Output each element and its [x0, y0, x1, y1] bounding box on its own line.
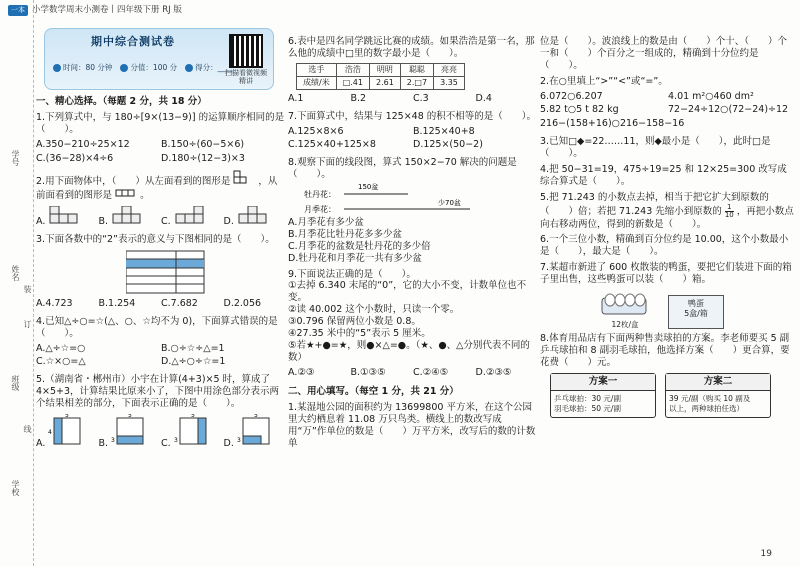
qr-label: 扫描看微视频精讲 [225, 69, 267, 85]
score-table [296, 63, 465, 90]
seal-word-2: 订 [23, 320, 32, 328]
svg-text:3: 3 [236, 436, 241, 444]
label-rose: 月季花： [304, 205, 336, 214]
compare-item[interactable]: 5.82 t○5 t 82 kg [540, 104, 619, 116]
brand-badge: 一本 [8, 5, 28, 16]
plan-two-line: 39 元/副（购买 10 副及 [669, 393, 751, 403]
table-header: 浩浩 [336, 63, 369, 76]
q3-option-a[interactable]: A.4.723 [36, 297, 73, 309]
q9-item-5: ⑤若★+●=★，则●×△=●。（★、●、△分别代表不同的数） [288, 339, 530, 363]
segment-less-70: 少70盆 [438, 199, 461, 207]
plan-one-line: 乒乓球拍：30 元/副 [554, 393, 621, 403]
q5-option-c[interactable]: C. 5 3 [161, 414, 224, 450]
q9-item-4: ④27.35 米中的“5”表示 5 厘米。 [288, 327, 431, 339]
q6-option-b[interactable]: B.2 [350, 92, 367, 104]
q5-option-d[interactable]: D. 5 3 [224, 414, 287, 450]
q9-item-3: ③0.796 保留两位小数是 0.8。 [288, 316, 421, 327]
question-5: 5.（湖南省・郴州市）小宇在计算(4+3)×5 时，算成了 4×5+3，计算结果比原来小了，下图中用涂色部分表示两个结果相差的部分，下面表示正确的是（ ）。 A. 5 4 B. 5 3 C. 5 3 D. 5 3 [36, 374, 286, 452]
cube-stack-a-icon [48, 206, 88, 224]
egg-tray-icon [600, 290, 650, 316]
question-3: 3.下面各数中的“2”表示的意义与下图相同的是（ ）。 A.4.723 B.1.254 C.7.682 D.2.056 [36, 234, 286, 312]
q3-option-b[interactable]: B.1.254 [98, 297, 136, 309]
q5-option-a[interactable]: A. 5 4 [36, 414, 99, 450]
label-peony: 牡丹花： [304, 190, 336, 199]
q1-option-c[interactable]: C.(36−28)×4÷6 [36, 152, 114, 164]
fill-question-1: 1.某湿地公园的面积约为 13699800 平方米，在这个公园里大约栖息着 11.08 万只鸟类。横线上的数改写成用“万”作单位的数是（ ）万平方米，改写后的数的计数单 [288, 402, 536, 449]
line-segment-diagram [288, 183, 498, 217]
fill-question-2: 2.在○里填上“>”“<”或“=”。 [540, 75, 668, 87]
table-header: 选手 [297, 63, 337, 76]
q9-item-2: ②读 40.002 这个小数时，只读一个零。 [288, 304, 460, 316]
bar-model-d-icon [237, 414, 281, 446]
fill-question-4: 4.把 50−31=19，475÷19=25 和 12×25=300 改写成综合算式是（ ）。 [540, 163, 787, 187]
fill-question-7: 7.某超市新进了 600 枚散装的鸭蛋，要把它们装进下面的箱子里出售，这些鸭蛋可以装（ ）箱。 [540, 262, 792, 285]
score-icon [120, 64, 128, 72]
q9-option-a[interactable]: A.②③ [288, 366, 315, 378]
q4-option-a[interactable]: A.△÷☆=○ [36, 342, 86, 354]
q1-option-d[interactable]: D.180÷(12−3)×3 [161, 152, 245, 164]
top-brand [8, 5, 182, 16]
meta-got: 得分：____ [185, 63, 233, 72]
q2-option-a[interactable]: A. [36, 206, 99, 228]
binding-label-name: 姓名 [11, 265, 20, 281]
q8-option-d[interactable]: D.牡丹花和月季花一共有多少盆 [288, 252, 422, 264]
fill-question-6: 6.一个三位小数，精确到百分位约是 10.00，这个小数最小是（ ），最大是（ ）。 [540, 234, 789, 258]
plan-two-box [665, 373, 771, 418]
brand-text: 小学数学周末小测卷丨四年级下册 RJ 版 [32, 5, 182, 16]
q2-option-d[interactable]: D. [224, 206, 287, 228]
bar-model-a-icon [48, 414, 92, 446]
clock-icon [53, 64, 61, 72]
svg-text:5: 5 [253, 413, 258, 419]
q9-options [288, 367, 538, 381]
svg-text:3: 3 [173, 436, 178, 444]
binding-label-school: 学校 [11, 480, 20, 496]
plan-one-line: 羽毛球拍：50 元/副 [554, 403, 621, 413]
decimal-grid-figure [126, 249, 206, 295]
egg-box-figure: 鸭蛋 5盒/箱 [668, 295, 724, 329]
compare-items [540, 91, 796, 133]
table-cell: 3.35 [434, 76, 465, 89]
column-1 [36, 22, 286, 452]
question-2: 2.用下面物体中，（ ）从左面看到的图形是 ，从前面看到的图形是 。 A. B. C. D. [36, 170, 286, 230]
fraction-one-tenth: $\frac{1}{10}$ [724, 202, 734, 219]
table-cell: 成绩/米 [297, 76, 337, 89]
question-9: 9.下面说法正确的是（ ）。 ①去掉 6.340 末尾的“0”，它的大小不变，计数单位也不变。 ②读 40.002 这个小数时，只读一个零。 ③0.796 保留两位小数是 0.8。 ④27.35 米中的“5”表示 5 厘米。 ⑤若★+●=★，则●×△=●。（★、●、△分别代表不同的数） A.②③ B.①③⑤ C.②④⑤ D.②③⑤ [288, 269, 538, 381]
fill-question-3: 3.已知□◆=22……11，则◆最小是（ ），此时□是（ ）。 [540, 136, 771, 159]
left-view-shape-icon [233, 170, 255, 184]
q1-options [36, 139, 286, 167]
q9-option-b[interactable]: B.①③⑤ [350, 366, 386, 378]
seal-word-1: 装 [23, 285, 32, 293]
q5-option-b[interactable]: B. 5 3 [99, 414, 162, 450]
q7-option-c[interactable]: C.125×40+125×8 [288, 139, 376, 151]
svg-text:3: 3 [111, 436, 115, 444]
q9-item-1: ①去掉 6.340 末尾的“0”，它的大小不变，计数单位也不变。 [288, 280, 527, 304]
q1-option-b[interactable]: B.150÷(60−5×6) [161, 138, 245, 150]
egg-figures [600, 290, 796, 329]
compare-item[interactable]: 4.01 m²○460 dm² [668, 90, 754, 102]
compare-item[interactable]: 72−24÷12○(72−24)÷12 [668, 104, 789, 116]
front-view-shape-icon [115, 188, 137, 198]
q5-options [36, 414, 286, 452]
q7-options [288, 126, 538, 154]
fill-question-8: 8.体育用品店有下面两种售卖球拍的方案。李老师要买 5 副乒乓球拍和 8 副羽毛球拍，他选择方案（ ）更合算，要花费（ ）元。 [540, 333, 790, 368]
q2-option-c[interactable]: C. [161, 206, 224, 228]
section1-title: 一、精心选择。（每题 2 分，共 18 分） [36, 96, 207, 107]
table-header: 聪聪 [400, 63, 433, 76]
qr-code-icon [229, 34, 263, 68]
cube-stack-b-icon [111, 206, 151, 224]
compare-item[interactable]: 6.072○6.207 [540, 90, 603, 102]
column-2 [288, 36, 538, 450]
svg-text:4: 4 [48, 428, 53, 436]
exam-title: 期中综合测试卷 [91, 35, 175, 48]
q3-options [36, 298, 286, 312]
q4-option-d[interactable]: D.△÷○÷☆=1 [161, 356, 226, 368]
plan-one-box [550, 373, 656, 418]
question-8: 8.观察下面的线段图，算式 150×2−70 解决的问题是（ ）。 牡丹花： 月季花： 150盆 少70盆 A.月季花有多少盆 B.月季花比牡丹花多多少盆 C.月季花的盆数是牡丹花的多少倍 D.牡丹花和月季花一共有多少盆 [288, 157, 538, 264]
table-cell: □.41 [336, 76, 369, 89]
meta-score: 分值：100 分 [120, 63, 177, 72]
q4-option-b[interactable]: B.○÷☆÷△=1 [161, 342, 225, 354]
page-number: 19 [760, 548, 772, 559]
question-7: 7.下面算式中，结果与 125×48 的积不相等的是（ ）。 A.125×8×6 B.125×40+8 C.125×40+125×8 D.125×(50−2) [288, 111, 538, 154]
egg-tray-label: 12枚/盒 [611, 319, 639, 329]
plan-one-title: 方案一 [551, 374, 655, 391]
plan-two-line: 以上，两种球拍任选） [669, 403, 745, 413]
binding-label-class: 班级 [11, 375, 20, 391]
q2-option-b[interactable]: B. [99, 206, 162, 228]
q6-option-c[interactable]: C.3 [413, 92, 429, 104]
binding-label-id: 学号 [11, 150, 20, 166]
q3-option-d[interactable]: D.2.056 [223, 297, 262, 309]
cube-stack-c-icon [174, 206, 214, 224]
q4-option-c[interactable]: C.☆×○=△ [36, 356, 86, 368]
q6-options [288, 93, 538, 107]
header-meta [53, 63, 233, 72]
bar-model-b-icon [111, 414, 155, 446]
table-header: 亮亮 [434, 63, 465, 76]
q7-option-a[interactable]: A.125×8×6 [288, 125, 344, 137]
table-cell: 2.61 [369, 76, 400, 89]
q6-option-d[interactable]: D.4 [475, 92, 492, 104]
q9-option-d[interactable]: D.②③⑤ [475, 366, 512, 378]
segment-150: 150盆 [358, 183, 379, 191]
q8-option-c[interactable]: C.月季花的盆数是牡丹花的多少倍 [288, 240, 431, 252]
fill-question-5: 5.把 71.243 的小数点去掉，相当于把它扩大到原数的（ ）倍；若把 71.243 先缩小到原数的 $\frac{1}{10}$ ，再把小数点向右移动两位，得到的新数是（ ）。 [540, 191, 794, 230]
question-4: 4.已知△÷○=☆(△、○、☆均不为 0)，下面算式错误的是（ ）。 A.△÷☆=○ B.○÷☆÷△=1 C.☆×○=△ D.△÷○÷☆=1 [36, 316, 286, 371]
bar-model-c-icon [174, 414, 218, 446]
q4-options [36, 343, 286, 371]
binding-strip [0, 0, 34, 566]
section2-title: 二、用心填写。（每空 1 分，共 21 分） [288, 386, 459, 398]
q1-option-a[interactable]: A.350−210÷25×12 [36, 138, 130, 150]
svg-text:5: 5 [65, 413, 70, 419]
header-card [44, 28, 274, 90]
q7-option-b[interactable]: B.125×40+8 [413, 125, 475, 137]
plans [550, 373, 796, 418]
svg-text:5: 5 [190, 413, 195, 419]
meta-time: 时间：80 分钟 [53, 63, 112, 72]
seal-word-3: 线 [23, 425, 32, 433]
question-6: 6.表中是四名同学跳远比赛的成绩。如果浩浩是第一名，那么他的成绩中□里的数字最小是（ ）。 选手 浩浩 明明 聪聪 亮亮 成绩/米 □.41 2.61 2.□7 3.35 A.1 B.2 C.3 D.4 [288, 36, 538, 107]
pencil-icon [185, 64, 193, 72]
svg-text:5: 5 [128, 413, 132, 419]
plan-two-title: 方案二 [666, 374, 770, 391]
question-1: 1.下列算式中，与 180÷[9×(13−9)] 的运算顺序相同的是（ ）。 A.350−210÷25×12 B.150÷(60−5×6) C.(36−28)×4÷6 D.180÷(12−3)×3 [36, 112, 286, 167]
cube-stack-d-icon [237, 206, 277, 224]
table-header: 明明 [369, 63, 400, 76]
q8-option-b[interactable]: B.月季花比牡丹花多多少盆 [288, 228, 403, 240]
q7-option-d[interactable]: D.125×(50−2) [413, 139, 483, 151]
fill-1-continued: 位是（ ）。波浪线上的数是由（ ）个十、（ ）个一和（ ）个百分之一组成的，精确到十分位约是（ ）。 [540, 36, 788, 71]
egg-tray-figure [600, 290, 650, 329]
compare-item[interactable]: 216−(158+16)○216−158−16 [540, 118, 685, 130]
q6-option-a[interactable]: A.1 [288, 92, 304, 104]
q3-option-c[interactable]: C.7.682 [161, 297, 198, 309]
q8-option-a[interactable]: A.月季花有多少盆 [288, 217, 364, 228]
q2-options [36, 206, 286, 230]
q9-option-c[interactable]: C.②④⑤ [413, 366, 449, 378]
column-3 [540, 36, 796, 418]
table-cell: 2.□7 [400, 76, 433, 89]
